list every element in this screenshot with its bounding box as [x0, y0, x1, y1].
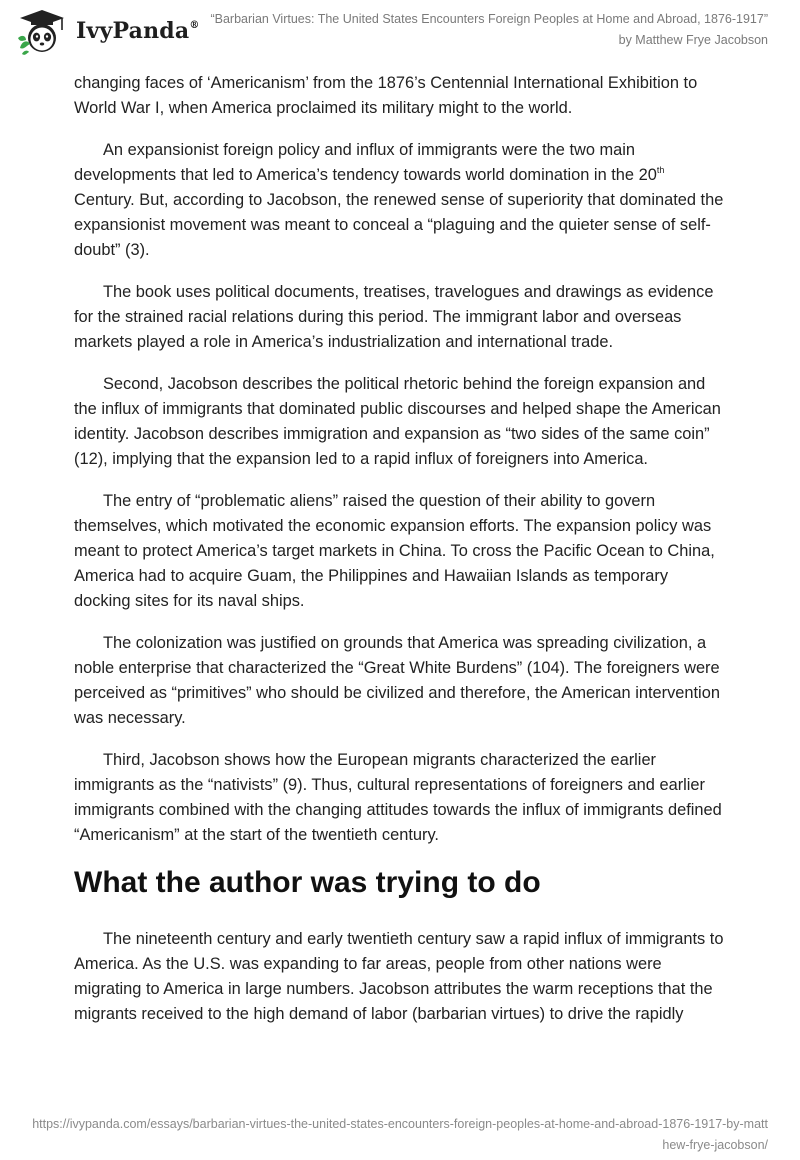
essay-body	[74, 71, 726, 1044]
paragraph: changing faces of ‘Americanism’ from the 1876’s Centennial International Exhibition to World War I, when America proclaimed its military might to the world.	[74, 74, 698, 117]
paragraph: The nineteenth century and early twentieth century saw a rapid influx of immigrants to America. As the U.S. was expanding to far areas, people from other nations were migrating to America in large numbers. Jacobson attributes the warm receptions that the migrants received to the high demand of labor (barbarian virtues) to drive the rapidly	[74, 930, 724, 1023]
document-author-line: by Matthew Frye Jacobson	[618, 33, 768, 47]
source-url[interactable]: https://ivypanda.com/essays/barbarian-virtues-the-united-states-encounters-foreign-peoples-at-home-and-abroad-1876-1917-by-matthew-frye-jacobson/	[32, 1117, 768, 1152]
paragraph: The entry of “problematic aliens” raised the question of their ability to govern themselves, which motivated the economic expansion efforts. The expansion policy was meant to protect America’s target markets in China. To cross the Pacific Ocean to China, America had to acquire Guam, the Philippines and Hawaiian Islands as temporary docking sites for its naval ships.	[74, 492, 715, 610]
paragraph: Third, Jacobson shows how the European migrants characterized the earlier immigrants as the “nativists” (9). Thus, cultural representations of foreigners and earlier immigrants combined with the changing attitudes towards the influx of immigrants defined “Americanism” at the start of the twentieth century.	[74, 751, 722, 844]
panda-graduate-icon	[14, 8, 70, 56]
paragraph: The colonization was justified on grounds that America was spreading civilization, a noble enterprise that characterized the “Great White Burdens” (104). The foreigners were perceived as “primitives” who should be civilized and therefore, the American intervention was necessary.	[74, 634, 720, 727]
paragraph: An expansionist foreign policy and influx of immigrants were the two main developments that led to America’s tendency towards world domination in the 20th Century. But, according to Jacobson, the renewed sense of superiority that dominated the expansionist movement was meant to conceal a “plaguing and the quieter sense of self-doubt” (3).	[74, 141, 724, 259]
ivypanda-logo[interactable]	[14, 8, 200, 56]
logo-wordmark: IvyPanda®	[76, 18, 200, 44]
document-title	[208, 9, 768, 51]
paragraph: Second, Jacobson describes the political rhetoric behind the foreign expansion and the influx of immigrants that dominated public discourses and helped shape the American identity. Jacobson describes immigration and expansion as “two sides of the same coin” (12), implying that the expansion led to a rapid influx of foreigners into America.	[74, 375, 721, 468]
document-title-line: “Barbarian Virtues: The United States Encounters Foreign Peoples at Home and Abroad, 1876-1917”	[210, 12, 768, 26]
paragraph: The book uses political documents, treatises, travelogues and drawings as evidence for the strained racial relations during this period. The immigrant labor and overseas markets played a role in America’s industrialization and international trade.	[74, 283, 714, 351]
page-header	[0, 0, 800, 60]
section-heading: What the author was trying to do	[74, 866, 541, 899]
